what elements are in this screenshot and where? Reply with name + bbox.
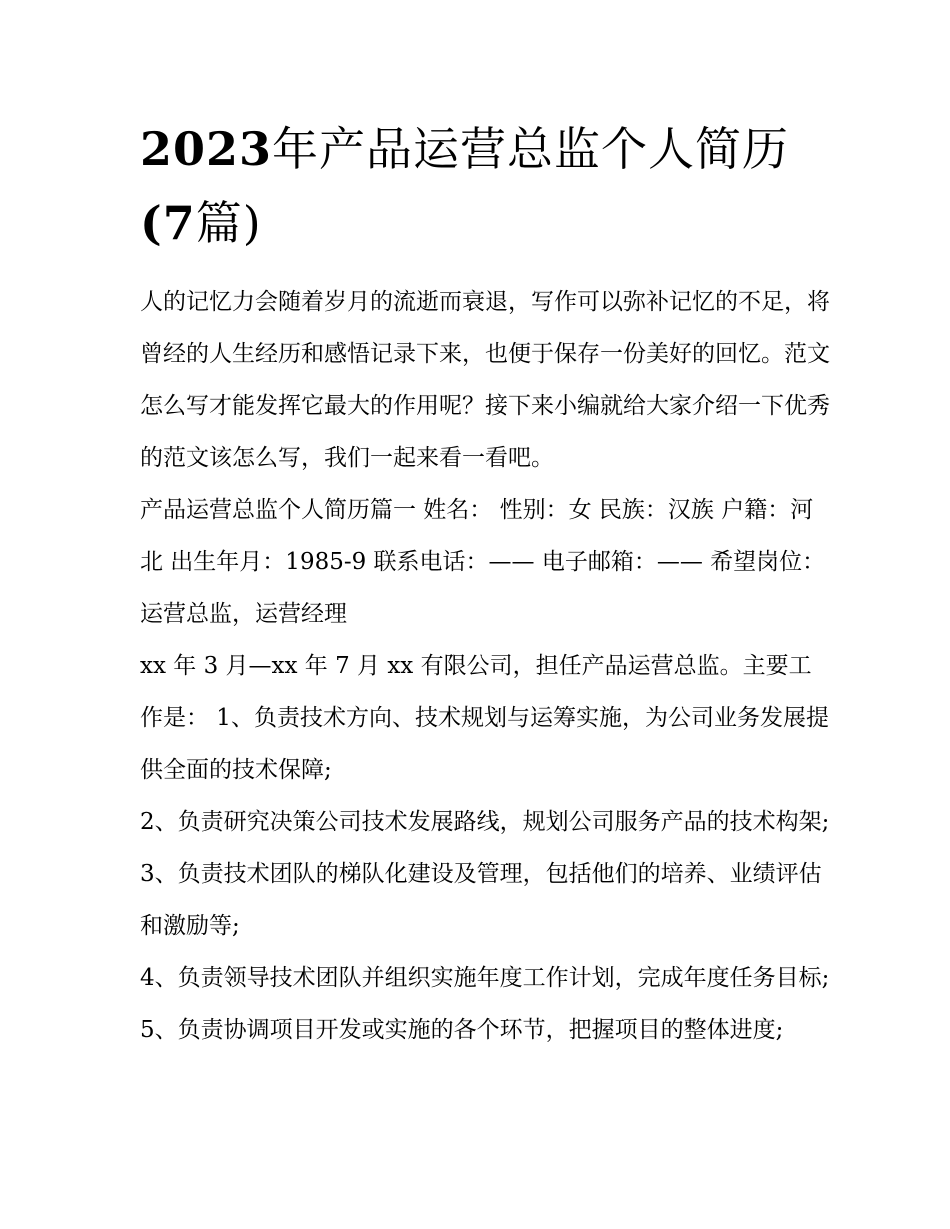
resume-basic-info: 产品运营总监个人简历篇一 姓名： 性别：女 民族：汉族 户籍：河北 出生年月：1985-9 联系电话：—— 电子邮箱：—— 希望岗位：运营总监，运营经理 bbox=[140, 497, 826, 627]
duty-paragraph-4-5: 4、负责领导技术团队并组织实施年度工作计划，完成年度任务目标; 5、负责协调项目开发或实施的各个环节，把握项目的整体进度; bbox=[140, 965, 837, 1043]
title-suffix: 篇) bbox=[195, 196, 262, 250]
title-text: 年产品运营总监个人简历 bbox=[272, 122, 790, 176]
document-title bbox=[140, 112, 830, 260]
title-line-2 bbox=[140, 186, 830, 260]
title-count: (7 bbox=[140, 196, 196, 250]
title-year: 2023 bbox=[140, 122, 273, 176]
duty-paragraph-2-3: 2、负责研究决策公司技术发展路线，规划公司服务产品的技术构架; 3、负责技术团队的梯队化建设及管理，包括他们的培养、业绩评估和激励等; bbox=[140, 809, 837, 939]
intro-paragraph: 人的记忆力会随着岁月的流逝而衰退，写作可以弥补记忆的不足，将曾经的人生经历和感悟记录下来，也便于保存一份美好的回忆。范文怎么写才能发挥它最大的作用呢？接下来小编就给大家介绍一下优秀的范文该怎么写，我们一起来看一看吧。 bbox=[140, 289, 830, 471]
document-body bbox=[140, 276, 837, 1056]
work-experience-paragraph: xx 年 3 月—xx 年 7 月 xx 有限公司，担任产品运营总监。主要工作是： 1、负责技术方向、技术规划与运筹实施，为公司业务发展提供全面的技术保障; bbox=[140, 653, 829, 783]
title-line-1 bbox=[140, 112, 830, 186]
